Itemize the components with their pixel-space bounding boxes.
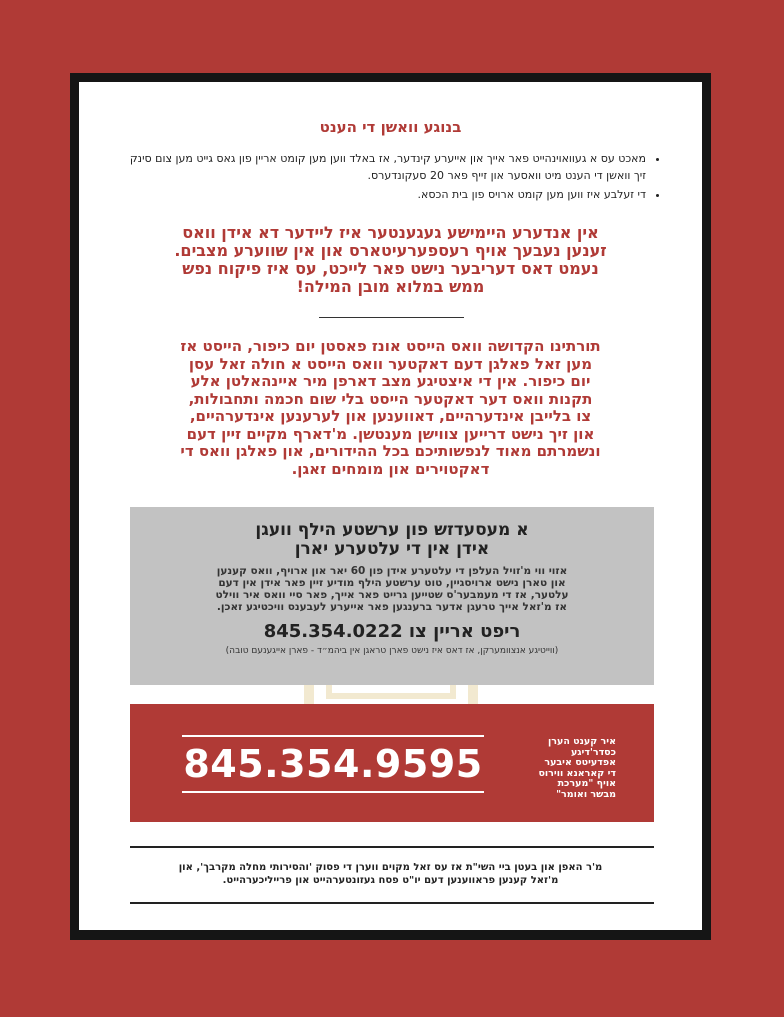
warning-line: זענען נעבעך אויף רעספערעיטארס און אין שווערע מצבים. xyxy=(174,241,607,260)
first-aid-body xyxy=(170,565,614,613)
hotline-description-line: מבשר ואומר" xyxy=(556,788,616,800)
closing-line: מ'ר האפן און בעטן ביי השי"ת אז עס זאל מקוים ווערן די פסוק 'והסירותי מחלה מקרבך', און xyxy=(178,862,603,873)
poster-sheet xyxy=(79,82,702,930)
call-label: ריפט אריין צו xyxy=(408,621,521,642)
torah-line: דאקטוירים און מומחים זאגן. xyxy=(291,459,490,478)
list-item: • מאכט עס א געוואוינהייט פאר אייך און אייערע קינדער, אז באלד ווען מען קומט אריין פון גאס גייט מען צום סינק זיך וואשן די הענט מיט וואסער און זייף פאר 20 סעקונדערס. xyxy=(119,150,646,184)
page-title: בנוגע וואשן די הענט xyxy=(319,118,462,136)
warning-paragraph xyxy=(109,224,672,296)
hotline-description-line: כסדר'דיגע xyxy=(570,746,616,758)
warning-line: נעמט דאס דעריבער נישט פאר לייכט, עס איז פיקוח נפש xyxy=(182,259,599,278)
first-aid-title xyxy=(150,521,634,559)
first-aid-call xyxy=(130,621,654,642)
hotline-number-frame xyxy=(182,735,484,793)
torah-line: יום כיפור. אין די איצטיגע מצב דארפן מיר איינהאלטן אלע xyxy=(190,372,591,390)
torah-paragraph xyxy=(123,338,658,478)
torah-line: מען זאל פאלגן דעם דאקטער וואס הייסט א חולה זאל עסן xyxy=(188,354,593,373)
warning-line: אין אנדערע היימישע געגענטער איז ליידער דא אידן וואס xyxy=(182,223,599,242)
hotline-description-line: די קאראנא ווירוס xyxy=(538,767,616,779)
hotline-description-line: אפדעיטס איבער xyxy=(544,757,616,768)
first-aid-body-line: אזוי ווי מ'זויל העלפן די עלטערע אידן פון 60 יאר און ארויף, וואס קענען xyxy=(216,565,568,577)
hotline-box xyxy=(130,704,654,822)
divider xyxy=(130,902,654,904)
torah-line: ונשמרתם מאוד לנפשותיכם בכל ההידורים, און פאלגן וואס די xyxy=(180,442,601,460)
first-aid-phone-link[interactable]: 845.354.0222 xyxy=(263,621,403,642)
first-aid-message-box xyxy=(130,507,654,685)
torah-line: תורתינו הקדושה וואס הייסט אונז פאסטן יום כיפור, הייסט אז xyxy=(180,337,601,355)
first-aid-body-line: אז מ'זאל אייך טרעגן אדער ברענגען פאר אייערע לעבענס וויכטיגע זאכן. xyxy=(216,601,568,613)
hotline-description xyxy=(496,737,616,800)
hotline-phone-link[interactable]: 845.354.9595 xyxy=(183,742,483,786)
first-aid-title-line: א מעסעדזש פון ערשטע הילף וועגן xyxy=(255,520,529,540)
list-item: • די זעלבע איז ווען מען קומט ארויס פון בית הכסא. xyxy=(119,186,646,203)
divider xyxy=(130,846,654,848)
torah-line: און זיך נישט דרייען צווישן מענטשן. מ'דארף מקיים זיין דעם xyxy=(186,424,595,443)
hotline-description-line: אויף "מערכת xyxy=(557,778,616,789)
warning-line: ממש במלוא מובן המילה! xyxy=(296,277,485,296)
closing-blessing xyxy=(139,861,642,887)
closing-line: מ'זאל קענען פראווענען דעם יו"ט פסח געזונטערהייט און פרייליכערהייט. xyxy=(222,875,559,886)
divider xyxy=(319,317,464,318)
torah-line: תקנות וואס דער דאקטער הייסט בלי שום חכמה ותחבולות, xyxy=(188,389,593,408)
first-aid-body-line: און טארן נישט ארויסגיין, טוט ערשטע הילף מודיע זיין פאר אידן אין דעם xyxy=(218,577,566,589)
first-aid-title-line: אידן אין די עלטערע יארן xyxy=(294,539,490,559)
torah-line: צו בלייבן אינדערהיים, דאווענען און לערענען אינדערהיים, xyxy=(189,407,592,425)
hotline-description-line: איר קענט הערן xyxy=(548,736,616,747)
first-aid-body-line: עלטער, אז די מעמבער'ס שטייען גרייט פאר אייך, פאר סיי וואס איר ווילט xyxy=(215,589,569,601)
handwashing-tips-list xyxy=(119,150,662,205)
first-aid-note: (ווייטיגע אנצוומערקן, אז דאס איז נישט פארן טראגן אין ביהמ״ד - פארן אייגענעם טובה) xyxy=(225,646,559,656)
